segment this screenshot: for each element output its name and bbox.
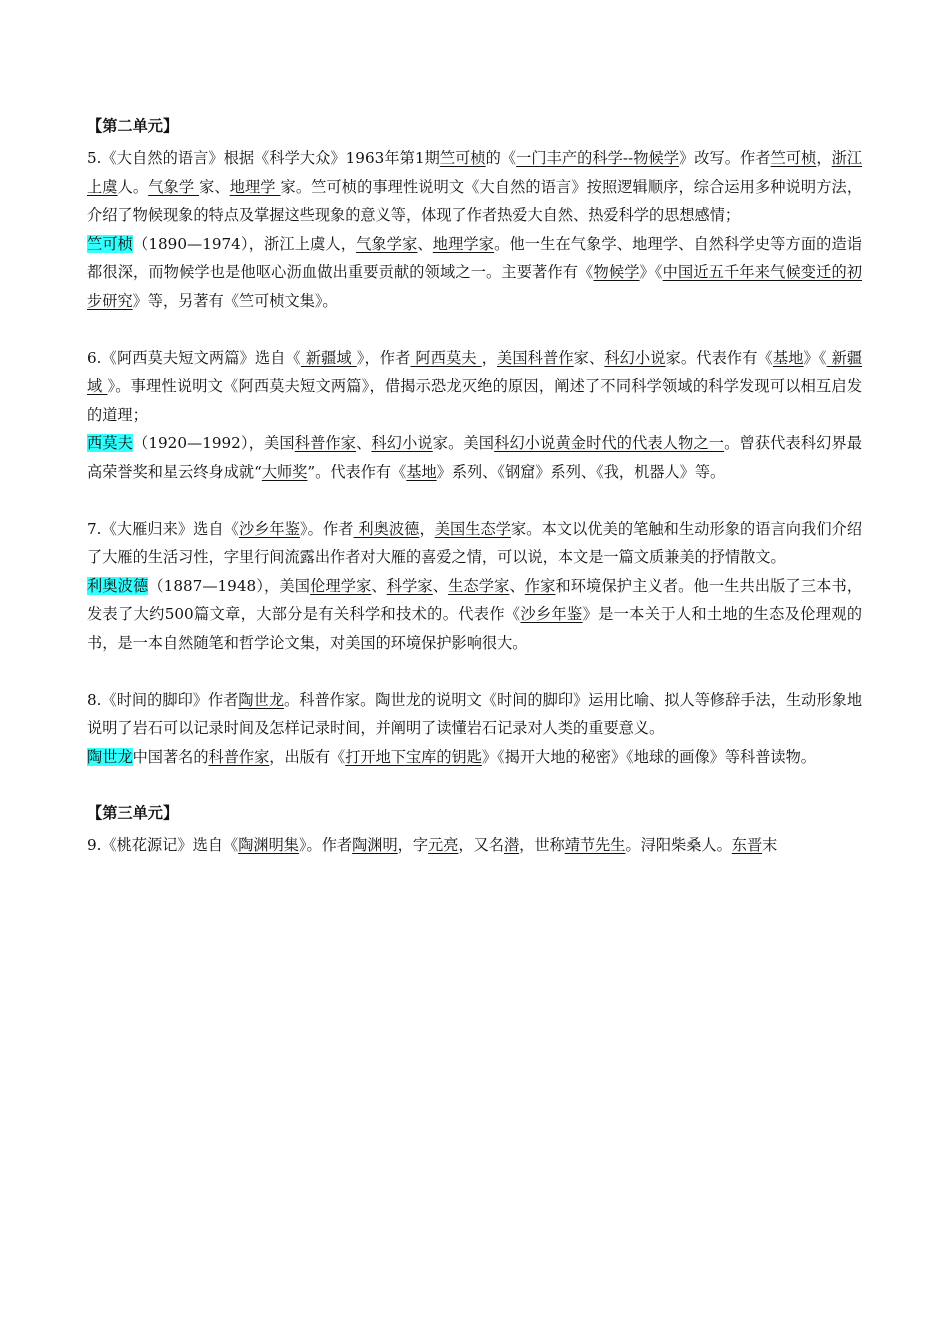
section-spacer bbox=[87, 771, 862, 799]
unit-2-heading: 【第二单元】 bbox=[87, 117, 179, 135]
section-5-author-bio: 竺可桢（1890—1974），浙江上虞人，气象学家、地理学家。他一生在气象学、地理学、自然科学史等方面的造诣都很深，而物候学也是他呕心沥血做出重要贡献的领域之一。主要著作有《物候学》《中国近五千年来气候变迁的初步研究》等，另著有《竺可桢文集》。 bbox=[87, 234, 863, 310]
highlighted-author-name: 竺可桢 bbox=[87, 234, 134, 253]
section-6-author-bio: 西莫夫（1920—1992），美国科普作家、科幻小说家。美国科幻小说黄金时代的代表人物之一。曾获代表科幻界最高荣誉奖和星云终身成就“大师奖”。代表作有《基地》系列、《钢窟》系列、《我，机器人》等。 bbox=[87, 434, 863, 481]
section-spacer bbox=[87, 487, 862, 515]
section-spacer bbox=[87, 658, 862, 686]
section-spacer bbox=[87, 316, 862, 344]
section-9-intro: 9.《桃花源记》选自《陶渊明集》。作者陶渊明，字元亮，又名潜，世称靖节先生。浔阳柴桑人。东晋末 bbox=[87, 836, 778, 855]
section-8-author-bio: 陶世龙中国著名的科普作家，出版有《打开地下宝库的钥匙》《揭开大地的秘密》《地球的画像》等科普读物。 bbox=[87, 747, 816, 766]
highlighted-author-name: 西莫夫 bbox=[87, 434, 134, 453]
highlighted-author-name: 陶世龙 bbox=[87, 747, 133, 766]
section-8-intro: 8.《时间的脚印》作者陶世龙。科普作家。陶世龙的说明文《时间的脚印》运用比喻、拟人等修辞手法，生动形象地说明了岩石可以记录时间及怎样记录时间，并阐明了读懂岩石记录对人类的重要意义。 bbox=[87, 690, 863, 738]
section-6-intro: 6.《阿西莫夫短文两篇》选自《 新疆域 》，作者 阿西莫夫 ，美国科普作家、科幻小说家。代表作有《基地》《 新疆域 》。事理性说明文《阿西莫夫短文两篇》，借揭示恐龙灭绝的原因，阐述了不同科学领域的科学发现可以相互启发的道理； bbox=[87, 348, 863, 424]
section-5-intro: 5.《大自然的语言》根据《科学大众》1963年第1期竺可桢的《一门丰产的科学--物候学》改写。作者竺可桢，浙江上虞人。气象学 家、地理学 家。竺可桢的事理性说明文《大自然的语言》按照逻辑顺序，综合运用多种说明方法，介绍了物候现象的特点及掌握这些现象的意义等，体现了作者热爱大自然、热爱科学的思想感情； bbox=[87, 149, 863, 225]
document-page bbox=[87, 112, 862, 860]
highlighted-author-name: 利奥波德 bbox=[87, 576, 149, 595]
section-7-intro: 7.《大雁归来》选自《沙乡年鉴》。作者 利奥波德，美国生态学家。本文以优美的笔触和生动形象的语言向我们介绍了大雁的生活习性，字里行间流露出作者对大雁的喜爱之情，可以说，本文是一篇文质兼美的抒情散文。 bbox=[87, 519, 863, 567]
unit-3-heading: 【第三单元】 bbox=[87, 804, 179, 823]
section-7-author-bio: 利奥波德（1887—1948），美国伦理学家、科学家、生态学家、作家和环境保护主义者。他一生共出版了三本书，发表了大约500篇文章，大部分是有关科学和技术的。代表作《沙乡年鉴》是一本关于人和土地的生态及伦理观的书，是一本自然随笔和哲学论文集，对美国的环境保护影响很大。 bbox=[87, 576, 863, 652]
